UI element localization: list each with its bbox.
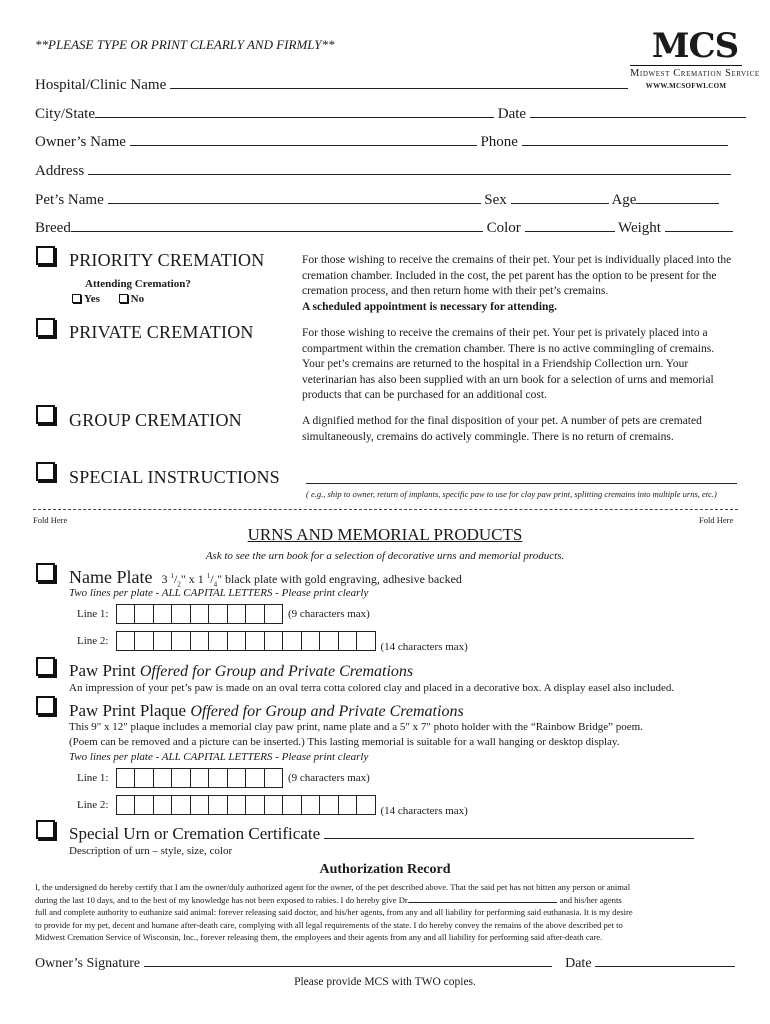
special-instructions-checkbox[interactable] [36,462,55,481]
mcs-logo [630,26,760,90]
address-input-line[interactable] [88,163,731,175]
special-urn-title: Special Urn or Cremation Certificate [69,824,321,843]
name-plate-line2-max: (14 characters max) [380,640,468,653]
auth-line-2: during the last 10 days, and to the best of my knowledge has not been exposed to rabies. I do hereby give Dr. and his/her agents [35,894,622,905]
footer-note: Please provide MCS with TWO copies. [294,976,476,988]
group-cremation-checkbox[interactable] [36,405,55,424]
fold-line [33,509,738,510]
plaque-heading [69,701,464,721]
group-cremation-desc: A dignified method for the final disposition of your pet. A number of pets are cremated simultaneously, cremains do actively commingle. There is no return of cremains. [302,415,702,443]
date-label: Date [497,106,527,122]
special-urn-input-line[interactable] [324,826,694,839]
authorization-text [35,881,633,944]
plaque-line1 [77,768,370,788]
signature-date-input-line[interactable] [595,955,735,967]
attending-yes-checkbox[interactable] [72,294,81,303]
priority-note: A scheduled appointment is necessary for attending. [302,300,558,313]
plaque-checkbox[interactable] [36,696,55,715]
priority-cremation-desc [302,253,734,315]
owner-name-input-line[interactable] [130,134,477,146]
plaque-line1-max: (9 characters max) [288,771,370,784]
plaque-line2 [77,795,468,817]
city-state-input-line[interactable] [95,106,494,118]
plaque-title: Paw Print Plaque [69,701,187,720]
weight-label: Weight [617,220,661,236]
name-plate-line1-max: (9 characters max) [288,607,370,620]
private-cremation-desc: For those wishing to receive the cremains of their pet. Your pet is privately placed into a compartment within the cremation chamber. There is no active commingling of cremains. Your pet’s cremains are returned to the hospital in a Friendship Collection urn. Your veterinarian has also been supplied with an urn book for a selection of urns and memorial products that can be purchased for an additional cost. [302,327,715,401]
color-input-line[interactable] [525,220,615,232]
city-state-row [35,106,746,123]
attending-options [72,293,144,305]
plaque-desc2: (Poem can be removed and a picture can be inserted.) This lasting memorial is suitable for a wall hanging or desktop display. [69,736,620,748]
priority-cremation-title: PRIORITY CREMATION [69,250,265,270]
breed-label: Breed [35,220,71,236]
weight-input-line[interactable] [665,220,733,232]
paw-print-heading [69,661,413,681]
name-plate-line2-boxes[interactable] [116,631,375,651]
paw-print-checkbox[interactable] [36,657,55,676]
plaque-offered: Offered for Group and Private Cremations [190,703,464,720]
name-plate-title: Name Plate [69,567,153,587]
priority-cremation-checkbox[interactable] [36,246,55,265]
attending-label: Attending Cremation? [85,278,191,290]
age-label: Age [611,192,637,208]
name-plate-line1 [77,604,370,624]
auth-line-5: Midwest Cremation Service of Wisconsin, Inc., forever releasing them, the employees and their agents from any and all liability for performing said after-death care. [35,932,603,943]
sex-label: Sex [484,192,507,208]
hospital-input-line[interactable] [170,77,628,89]
logo-url: WWW.MCSOFWI.COM [645,82,727,90]
owner-signature-input-line[interactable] [144,955,552,967]
plaque-line2-boxes[interactable] [116,795,375,815]
attending-yes-label: Yes [84,293,100,305]
form-instruction: **PLEASE TYPE OR PRINT CLEARLY AND FIRMLY** [35,37,335,52]
name-plate-line2-label: Line 2: [77,634,109,647]
name-plate-size: 3 $^1/_2$" x 1 $^1/_4$" black plate with gold engraving, adhesive backed [161,572,462,589]
fold-here-right: Fold Here [699,515,734,525]
name-plate-line2 [77,631,468,653]
plaque-line1-boxes[interactable] [116,768,283,788]
plaque-line1-label: Line 1: [77,771,109,784]
name-plate-heading [69,567,462,588]
name-plate-line1-label: Line 1: [77,607,109,620]
signature-date-label: Date [565,956,592,971]
date-input-line[interactable] [530,106,746,118]
priority-desc-text: For those wishing to receive the cremains of their pet. Your pet is individually placed into the cremation chamber. Included in the cost, the pet parent has the option to be present for the cremation process, and then return home with their pet’s cremains. [302,254,732,297]
name-plate-line1-boxes[interactable] [116,604,283,624]
paw-print-title: Paw Print [69,661,136,680]
group-cremation-title: GROUP CREMATION [69,410,242,430]
pet-name-input-line[interactable] [108,192,481,204]
age-input-line[interactable] [636,192,719,204]
private-cremation-title: PRIVATE CREMATION [69,322,254,342]
plaque-line2-max: (14 characters max) [380,804,468,817]
address-label: Address [35,163,85,179]
logo-name: Midwest Cremation Service [630,68,760,79]
special-urn-heading [69,824,694,844]
owner-row [35,134,728,151]
attending-no-label: No [130,293,145,305]
attending-no-checkbox[interactable] [119,294,128,303]
breed-input-line[interactable] [71,220,483,232]
color-label: Color [486,220,521,236]
breed-row [35,220,733,237]
doctor-name-input-line[interactable] [409,894,557,903]
owner-signature-label: Owner’s Signature [35,956,141,971]
hospital-label: Hospital/Clinic Name [35,77,167,93]
special-urn-checkbox[interactable] [36,820,55,839]
name-plate-lines-note: Two lines per plate - ALL CAPITAL LETTERS - Please print clearly [69,587,369,599]
sex-input-line[interactable] [511,192,609,204]
signature-row [35,955,735,972]
city-state-label: City/State [35,106,95,122]
auth-line-4: to provide for my pet, decent and humane after-death care, complying with all legal requirements of the state. I do hereby convey the remains of the above described pet to [35,919,623,930]
urns-subtitle: Ask to see the urn book for a selection of decorative urns and memorial products. [205,550,565,562]
urns-title: URNS AND MEMORIAL PRODUCTS [247,525,523,544]
plaque-lines-note: Two lines per plate - ALL CAPITAL LETTERS - Please print clearly [69,751,369,763]
phone-input-line[interactable] [522,134,728,146]
authorization-title: Authorization Record [319,862,451,877]
auth-line-3: full and complete authority to euthanize said animal: forever releasing said doctor, and his/her agents, from any and all liability for performing said euthanasia. It is my desire [35,907,633,918]
special-instructions-input-line[interactable] [306,483,737,484]
paw-print-offered: Offered for Group and Private Cremations [139,663,414,680]
pet-name-label: Pet’s Name [35,192,104,208]
paw-print-desc: An impression of your pet’s paw is made on an oval terra cotta colored clay and placed in a decorative box. A display easel also included. [69,682,675,694]
special-urn-desc: Description of urn – style, size, color [69,845,233,857]
pet-name-row [35,192,719,209]
logo-mark: MCS [651,26,739,66]
special-instructions-title: SPECIAL INSTRUCTIONS [69,467,280,487]
plaque-desc1: This 9" x 12" plaque includes a memorial clay paw print, name plate and a 5" x 7" photo holder with the “Rainbow Bridge” poem. [69,721,643,733]
special-instructions-hint: ( e.g., ship to owner, return of implants, specific paw to use for clay paw print, splitting cremains into multiple urns, etc.) [306,489,717,499]
name-plate-checkbox[interactable] [36,563,55,582]
phone-label: Phone [480,134,518,150]
address-row [35,163,731,180]
auth-line-1: I, the undersigned do hereby certify that I am the owner/duly authorized agent for the owner, of the pet described above. That the said pet has not bitten any person or animal [35,882,631,892]
fold-here-left: Fold Here [33,515,68,525]
private-cremation-checkbox[interactable] [36,318,55,337]
hospital-row [35,77,628,94]
owner-name-label: Owner’s Name [35,134,126,150]
plaque-line2-label: Line 2: [77,798,109,811]
